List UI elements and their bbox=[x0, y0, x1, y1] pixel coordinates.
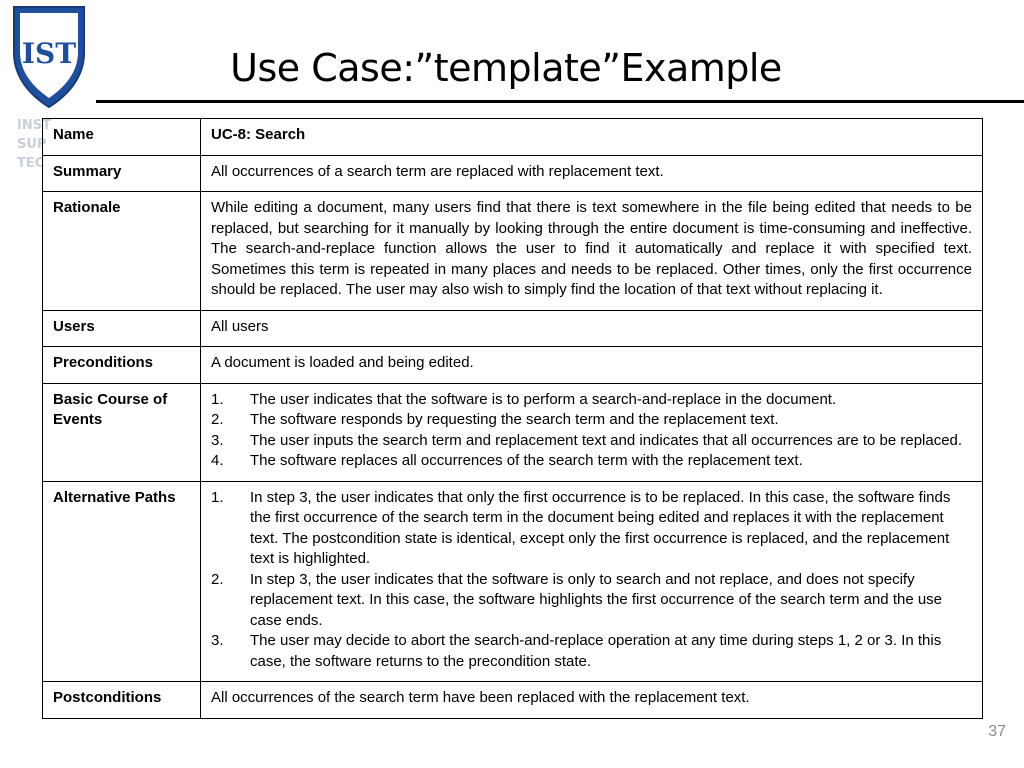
list-item-text: In step 3, the user indicates that the software is only to search and not replace, and does not specify replacement text. In this case, the software highlights the first occurrence of the search term and the use case ends. bbox=[250, 570, 943, 629]
list-item bbox=[211, 631, 972, 672]
page-number: 37 bbox=[988, 723, 1006, 740]
list-item-text: The software responds by requesting the search term and the replacement text. bbox=[250, 411, 779, 428]
row-label: Preconditions bbox=[43, 347, 201, 384]
list-item bbox=[211, 390, 972, 411]
use-case-table bbox=[42, 118, 983, 719]
row-value bbox=[201, 481, 983, 682]
row-label: Name bbox=[43, 119, 201, 156]
list-item-number: 1. bbox=[211, 488, 224, 506]
row-value: While editing a document, many users find that there is text somewhere in the file being edited that needs to be replaced, but searching for it manually by looking through the entire document is time-consuming and ineffective. The search-and-replace function allows the user to find it automatically and replace it with specified text. Sometimes this term is repeated in many places and needs to be replaced. Other times, only the first occurrence should be replaced. The user may also wish to simply find the location of that text without replacing it. bbox=[201, 192, 983, 311]
list-item-text: In step 3, the user indicates that only the first occurrence is to be replaced. In this case, the software finds the first occurrence of the search term in the document being edited and replaces it with the replacement text. The postcondition state is identical, except only the first occurrence is replaced, and the replacement text is highlighted. bbox=[250, 488, 951, 567]
table-row bbox=[43, 310, 983, 347]
list-item-number: 3. bbox=[211, 632, 224, 649]
list-item-text: The user may decide to abort the search-and-replace operation at any time during steps 1, 2 or 3. In this case, the software returns to the precondition state. bbox=[250, 632, 942, 670]
list-item bbox=[211, 451, 972, 472]
numbered-list bbox=[211, 390, 972, 472]
list-item bbox=[211, 410, 972, 431]
list-item-text: The user inputs the search term and replacement text and indicates that all occurrences are to be replaced. bbox=[250, 431, 963, 449]
list-item-number: 2. bbox=[211, 570, 224, 588]
row-label: Users bbox=[43, 310, 201, 347]
row-label: Summary bbox=[43, 155, 201, 192]
table-row bbox=[43, 682, 983, 719]
row-label: Alternative Paths bbox=[43, 481, 201, 682]
list-item bbox=[211, 488, 972, 570]
row-label: Basic Course of Events bbox=[43, 383, 201, 481]
list-item-number: 3. bbox=[211, 431, 224, 449]
list-item-number: 2. bbox=[211, 411, 224, 428]
list-item-number: 1. bbox=[211, 390, 224, 408]
table-row bbox=[43, 481, 983, 682]
row-value: A document is loaded and being edited. bbox=[201, 347, 983, 384]
row-value bbox=[201, 383, 983, 481]
row-label: Postconditions bbox=[43, 682, 201, 719]
numbered-list bbox=[211, 488, 972, 673]
list-item-number: 4. bbox=[211, 452, 224, 469]
row-label: Rationale bbox=[43, 192, 201, 311]
row-value: All occurrences of a search term are replaced with replacement text. bbox=[201, 155, 983, 192]
svg-text:IST: IST bbox=[21, 37, 77, 70]
row-value: All occurrences of the search term have been replaced with the replacement text. bbox=[201, 682, 983, 719]
list-item-text: The user indicates that the software is to perform a search-and-replace in the document. bbox=[250, 390, 837, 408]
row-value: All users bbox=[201, 310, 983, 347]
list-item bbox=[211, 570, 972, 632]
list-item-text: The software replaces all occurrences of the search term with the replacement text. bbox=[250, 452, 803, 469]
slide-title: Use Case:”template”Example bbox=[230, 46, 782, 90]
table-row bbox=[43, 347, 983, 384]
table-row bbox=[43, 155, 983, 192]
table-row bbox=[43, 119, 983, 156]
list-item bbox=[211, 431, 972, 452]
table-row bbox=[43, 192, 983, 311]
row-value: UC-8: Search bbox=[201, 119, 983, 156]
table-row bbox=[43, 383, 983, 481]
